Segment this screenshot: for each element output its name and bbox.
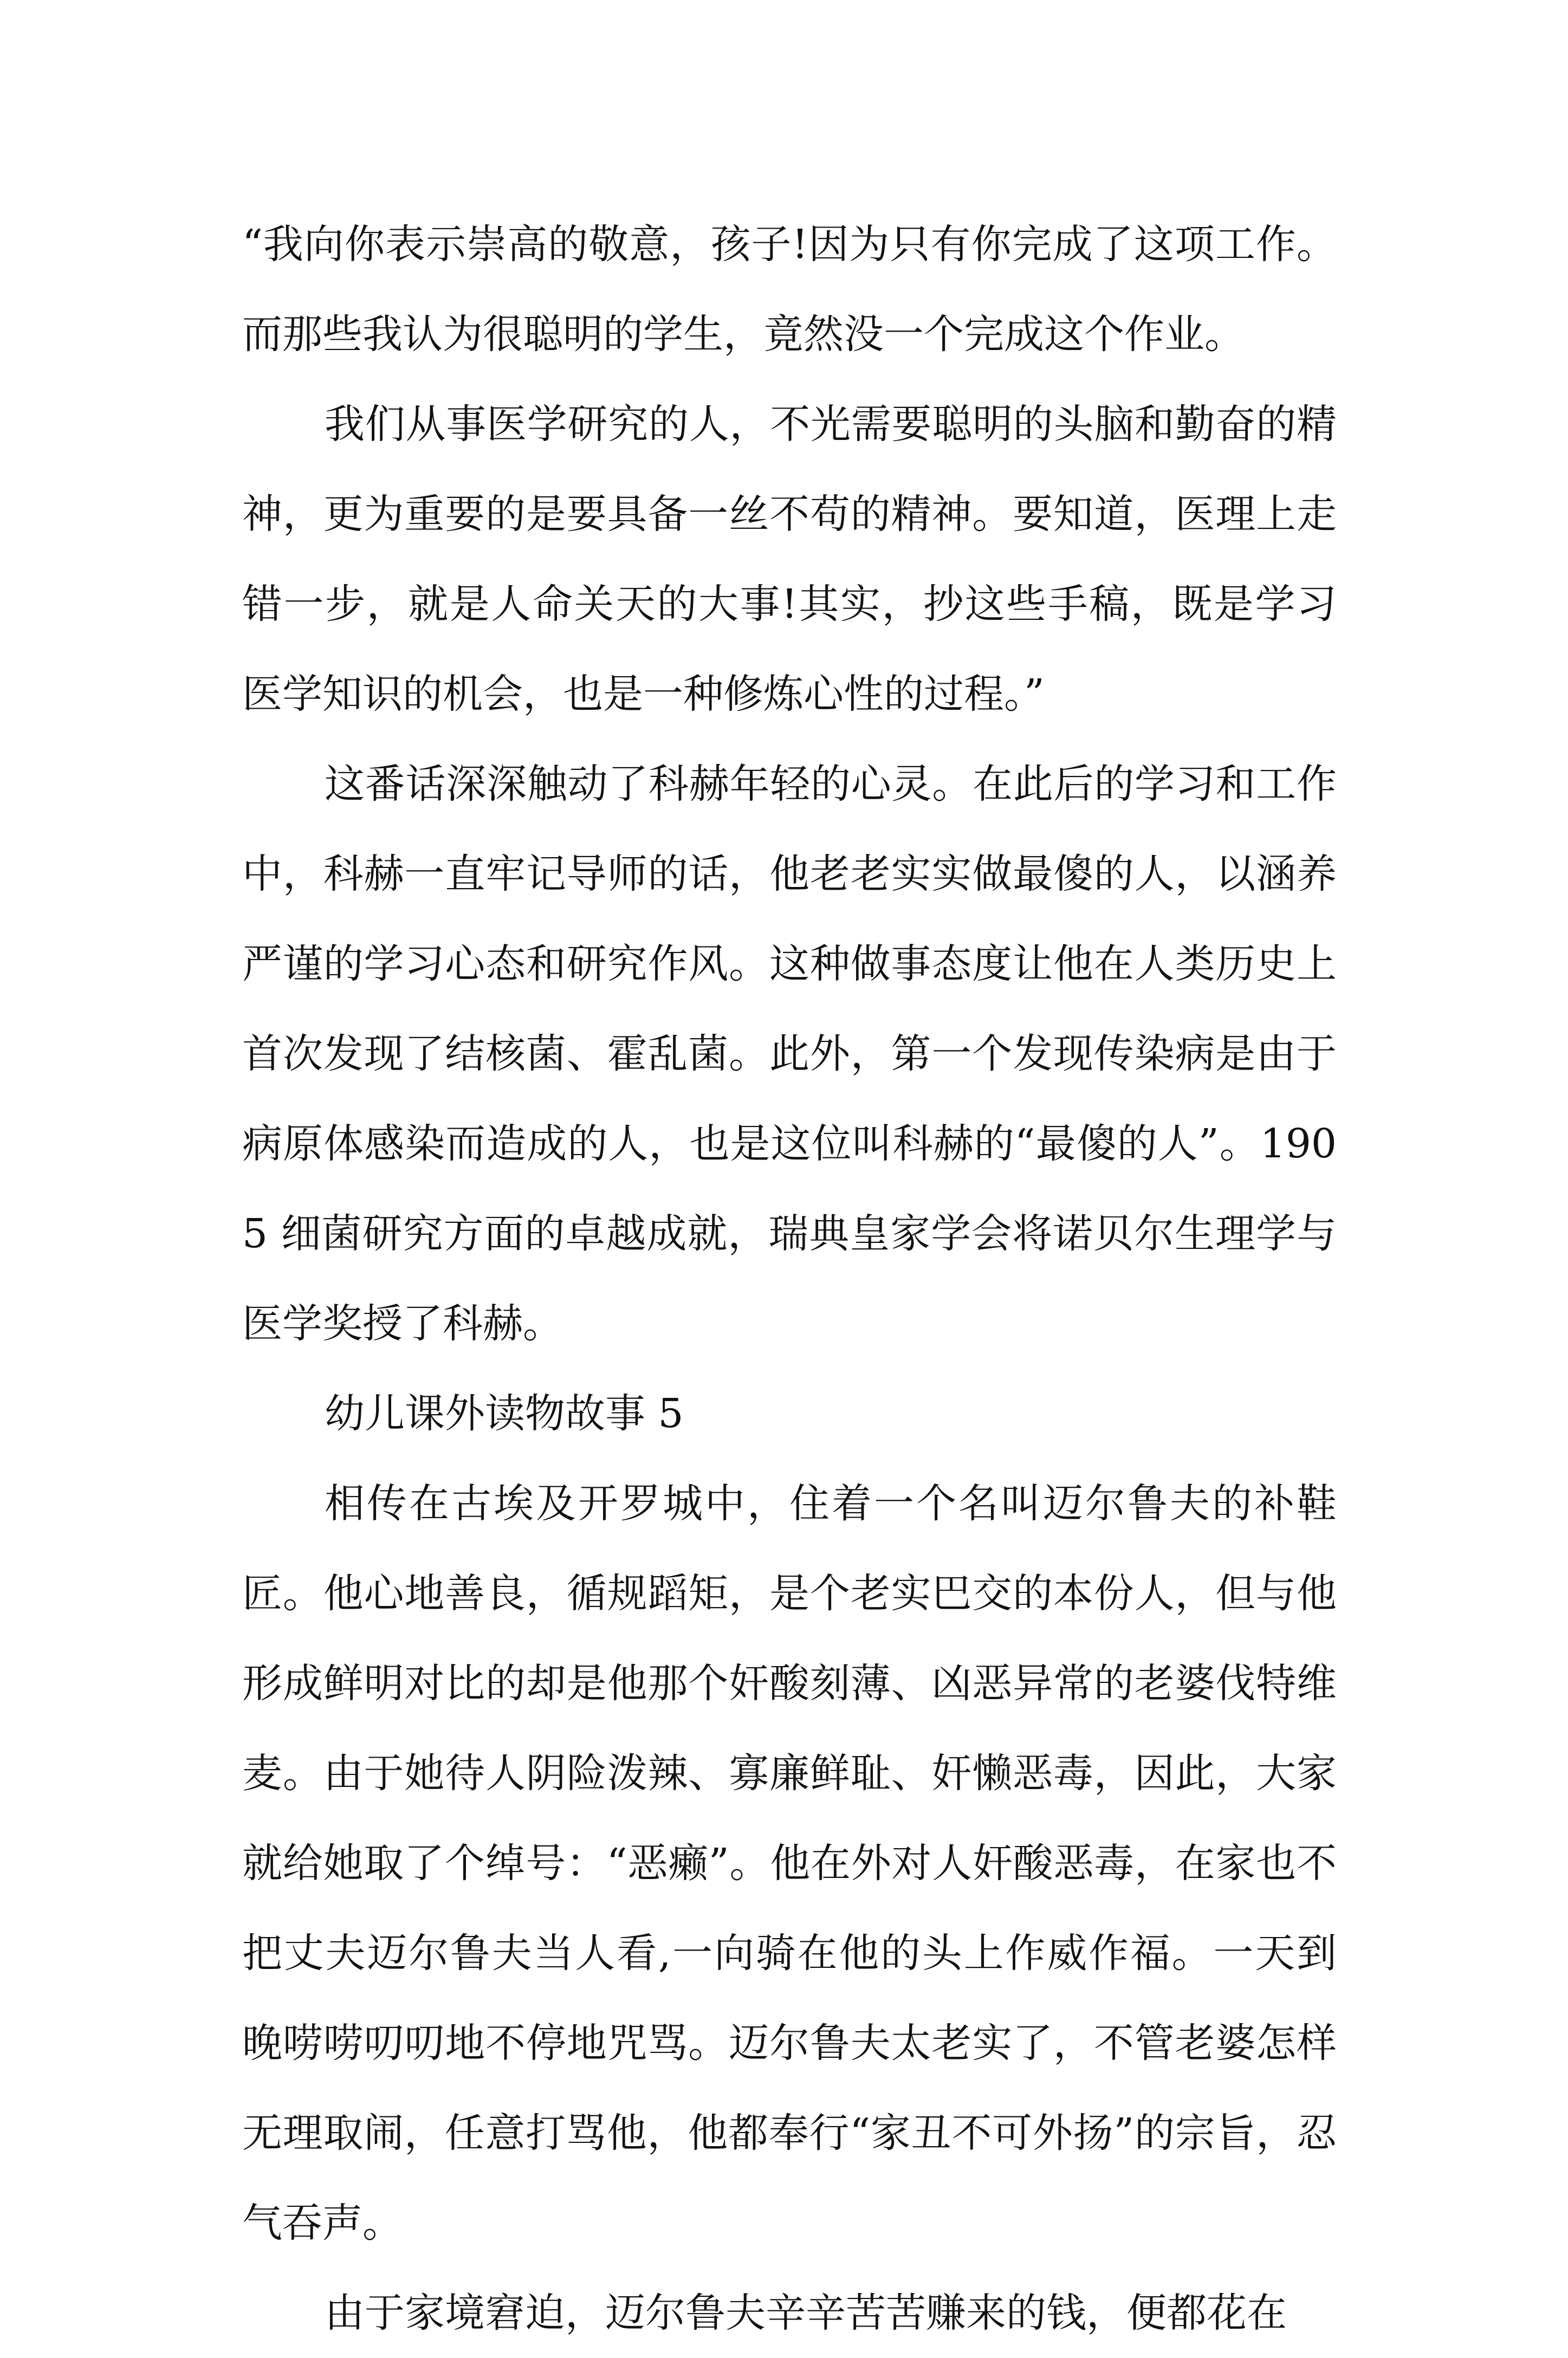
paragraph-koch-achievement: 这番话深深触动了科赫年轻的心灵。在此后的学习和工作中，科赫一直牢记导师的话，他老老实实做最傻的人，以涵养严谨的学习心态和研究作风。这种做事态度让他在人类历史上首次发现了结核菌、霍乱菌。此外，第一个发现传染病是由于病原体感染而造成的人，也是这位叫科赫的“最傻的人”。1905 细菌研究方面的卓越成就，瑞典皇家学会将诺贝尔生理学与医学奖授了科赫。 [242, 761, 1337, 1347]
paragraph-poverty: 由于家境窘迫，迈尔鲁夫辛辛苦苦赚来的钱，便都花在 [325, 2290, 1287, 2336]
paragraph-cobbler-story: 相传在古埃及开罗城中，住着一个名叫迈尔鲁夫的补鞋匠。他心地善良，循规蹈矩，是个老实巴交的本份人，但与他形成鲜明对比的却是他那个奸酸刻薄、凶恶异常的老婆伐特维麦。由于她待人阴险泼辣、寡廉鲜耻、奸懒恶毒，因此，大家就给她取了个绰号：“恶癞”。他在外对人奸酸恶毒，在家也不把丈夫迈尔鲁夫当人看,一向骑在他的头上作威作福。一天到晚唠唠叨叨地不停地咒骂。迈尔鲁夫太老实了，不管老婆怎样无理取闹，任意打骂他，他都奉行“家丑不可外扬”的宗旨，忍气吞声。 [242, 1480, 1337, 2246]
document-body [242, 199, 1337, 2358]
paragraph-medical-spirit: 我们从事医学研究的人，不光需要聪明的头脑和勤奋的精神，更为重要的是要具备一丝不苟的精神。要知道，医理上走错一步，就是人命关天的大事!其实，抄这些手稿，既是学习医学知识的机会，也是一种修炼心性的过程。” [242, 401, 1337, 717]
story-heading: 幼儿课外读物故事 5 [325, 1390, 684, 1437]
paragraph-quote-continuation: “我向你表示崇高的敬意，孩子!因为只有你完成了这项工作。而那些我认为很聪明的学生，竟然没一个完成这个作业。 [242, 221, 1337, 358]
